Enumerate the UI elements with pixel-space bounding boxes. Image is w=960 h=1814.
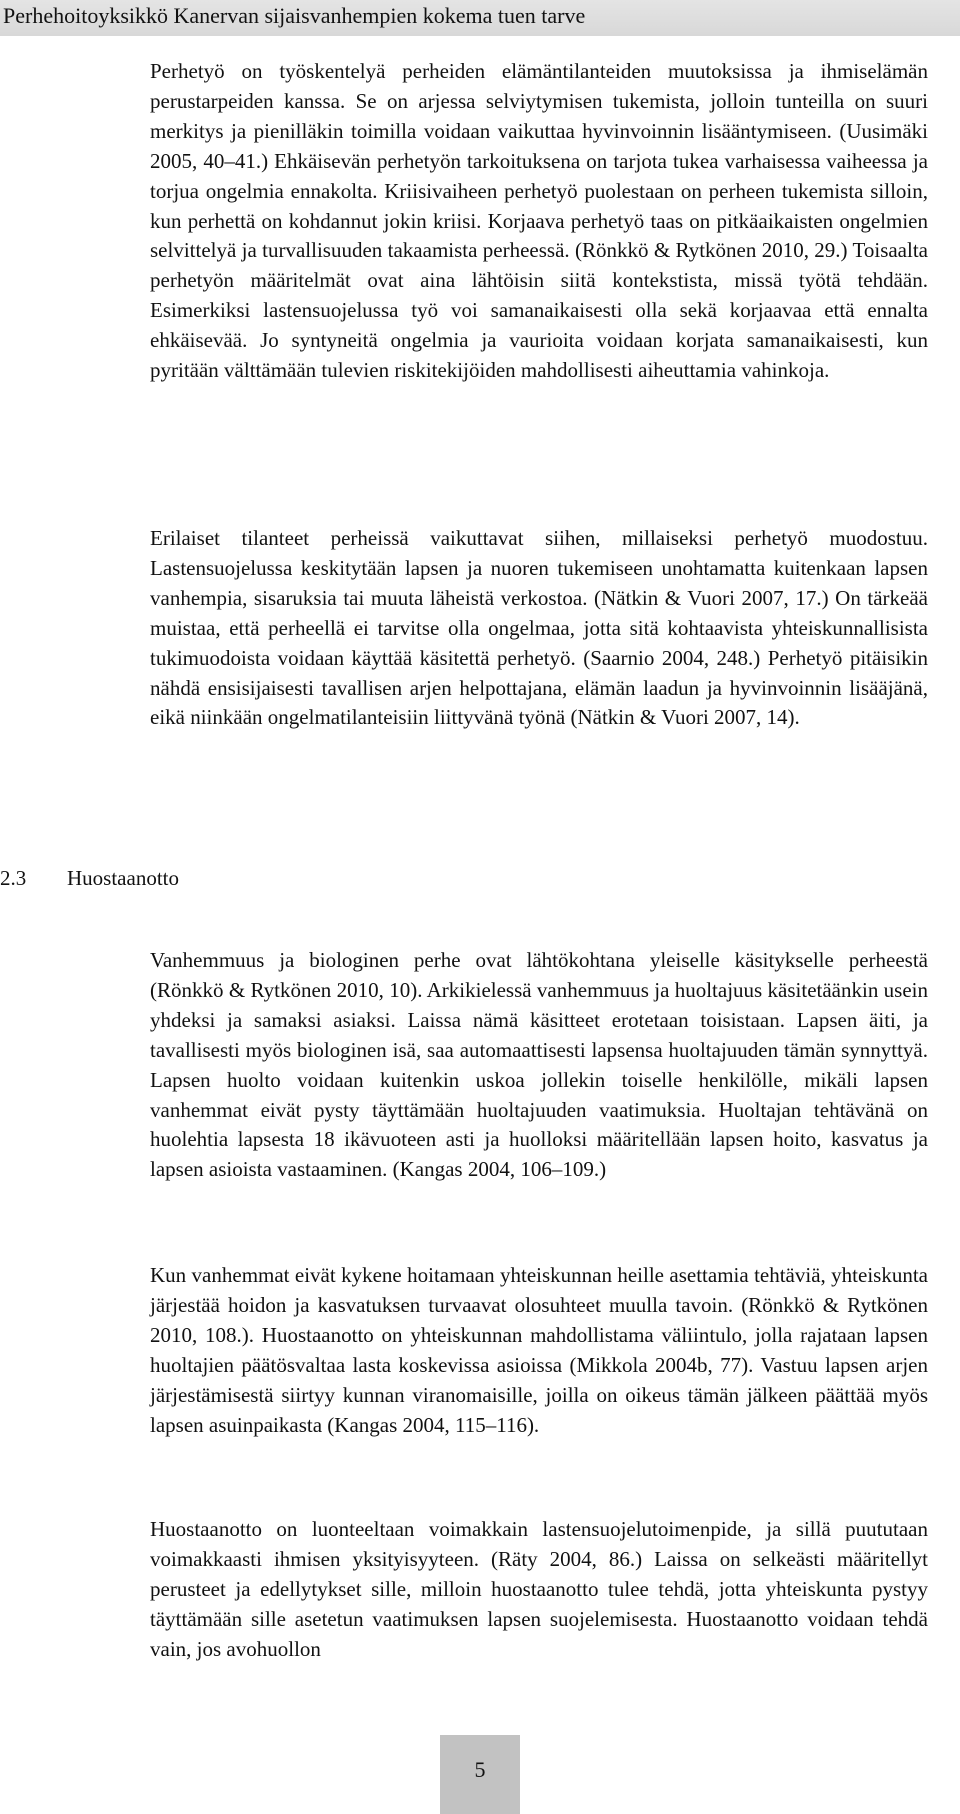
document-title: Perhehoitoyksikkö Kanervan sijaisvanhempien kokema tuen tarve [3,3,586,28]
section-heading [0,863,179,893]
running-header [0,0,960,36]
section-number: 2.3 [0,866,27,890]
body-paragraph-2: Erilaiset tilanteet perheissä vaikuttavat siihen, millaiseksi perhetyö muodostuu. Lastensuojelussa keskitytään lapsen ja nuoren tukemiseen unohtamatta kuitenkaan lapsen vanhempia, sisaruksia tai muuta läheistä verkostoa. (Nätkin & Vuori 2007, 17.) On tärkeää muistaa, että perheellä ei tarvitse olla ongelmaa, jotta sitä kohtaavista yhteiskunnallisista tukimuodoista voidaan käyttää käsitettä perhetyö. (Saarnio 2004, 248.) Perhetyö pitäisikin nähdä ensisijaisesti tavallisen arjen helpottajana, elämän laadun ja hyvinvoinnin lisääjänä, eikä niinkään ongelmatilanteisiin liittyvänä työnä (Nätkin & Vuori 2007, 14). [150,526,928,730]
page-number: 5 [474,1757,486,1782]
body-paragraph-1: Perhetyö on työskentelyä perheiden elämäntilanteiden muutoksissa ja ihmiselämän perustarpeiden kanssa. Se on arjessa selviytymisen tukemista, jolloin tunteilla on suuri merkitys ja pienilläkin toimilla voidaan vaikuttaa hyvinvoinnin lisääntymiseen. (Uusimäki 2005, 40–41.) Ehkäisevän perhetyön tarkoituksena on tarjota tukea varhaisessa vaiheessa ja torjua ongelmia ennakolta. Kriisivaiheen perhetyö puolestaan on perheen tukemista silloin, kun perhettä on kohdannut jokin kriisi. Korjaava perhetyö taas on pitkäaikaisten ongelmien selvittelyä ja turvallisuuden takaamista perheessä. (Rönkkö & Rytkönen 2010, 29.) Toisaalta perhetyön määritelmät ovat aina lähtöisin siitä kontekstista, missä työtä tehdään. Esimerkiksi lastensuojelussa työ voi samanaikaisesti olla sekä korjaavaa että ennalta ehkäisevää. Jo syntyneitä ongelmia ja vaurioita voidaan korjata samanaikaisesti, kun pyritään välttämään tulevien riskitekijöiden mahdollisesti aiheuttamia vahinkoja. [150,59,928,383]
page-number-box [440,1735,520,1814]
body-paragraph-3: Vanhemmuus ja biologinen perhe ovat lähtökohtana yleiselle käsitykselle perheestä (Rönkkö & Rytkönen 2010, 10). Arkikielessä vanhemmuus ja huoltajuus käsitetäänkin usein yhdeksi ja samaksi asiaksi. Laissa nämä käsitteet erotetaan toisistaan. Lapsen äiti, ja tavallisesti myös biologinen isä, saa automaattisesti lapsensa huoltajuuden tämän synnyttyä. Lapsen huolto voidaan kuitenkin uskoa jollekin toiselle henkilölle, mikäli lapsen vanhemmat eivät pysty täyttämään huoltajuuden vaatimuksia. Huoltajan tehtävänä on huolehtia lapsesta 18 ikävuoteen asti ja huolloksi määritellään lapsen hoito, kasvatus ja lapsen asioista vastaaminen. (Kangas 2004, 106–109.) [150,948,928,1182]
body-paragraph-5: Huostaanotto on luonteeltaan voimakkain lastensuojelutoimenpide, ja sillä puututaan voimakkaasti ihmisen yksityisyyteen. (Räty 2004, 86.) Laissa on selkeästi määritellyt perusteet ja edellytykset sille, milloin huostaanotto tulee tehdä, jotta yhteiskunta pystyy täyttämään sille asetetun vaatimuksen lapsen suojelemisesta. Huostaanotto voidaan tehdä vain, jos avohuollon [150,1517,928,1661]
section-title: Huostaanotto [67,866,179,890]
body-paragraph-4: Kun vanhemmat eivät kykene hoitamaan yhteiskunnan heille asettamia tehtäviä, yhteiskunta järjestää hoidon ja kasvatuksen turvaavat olosuhteet muulla tavoin. (Rönkkö & Rytkönen 2010, 108.). Huostaanotto on yhteiskunnan mahdollistama väliintulo, jolla rajataan lapsen huoltajien päätösvaltaa lasta koskevissa asioissa (Mikkola 2004b, 77). Vastuu lapsen arjen järjestämisestä siirtyy kunnan viranomaisille, joilla on oikeus tämän jälkeen päättää myös lapsen asuinpaikasta (Kangas 2004, 115–116). [150,1263,928,1437]
